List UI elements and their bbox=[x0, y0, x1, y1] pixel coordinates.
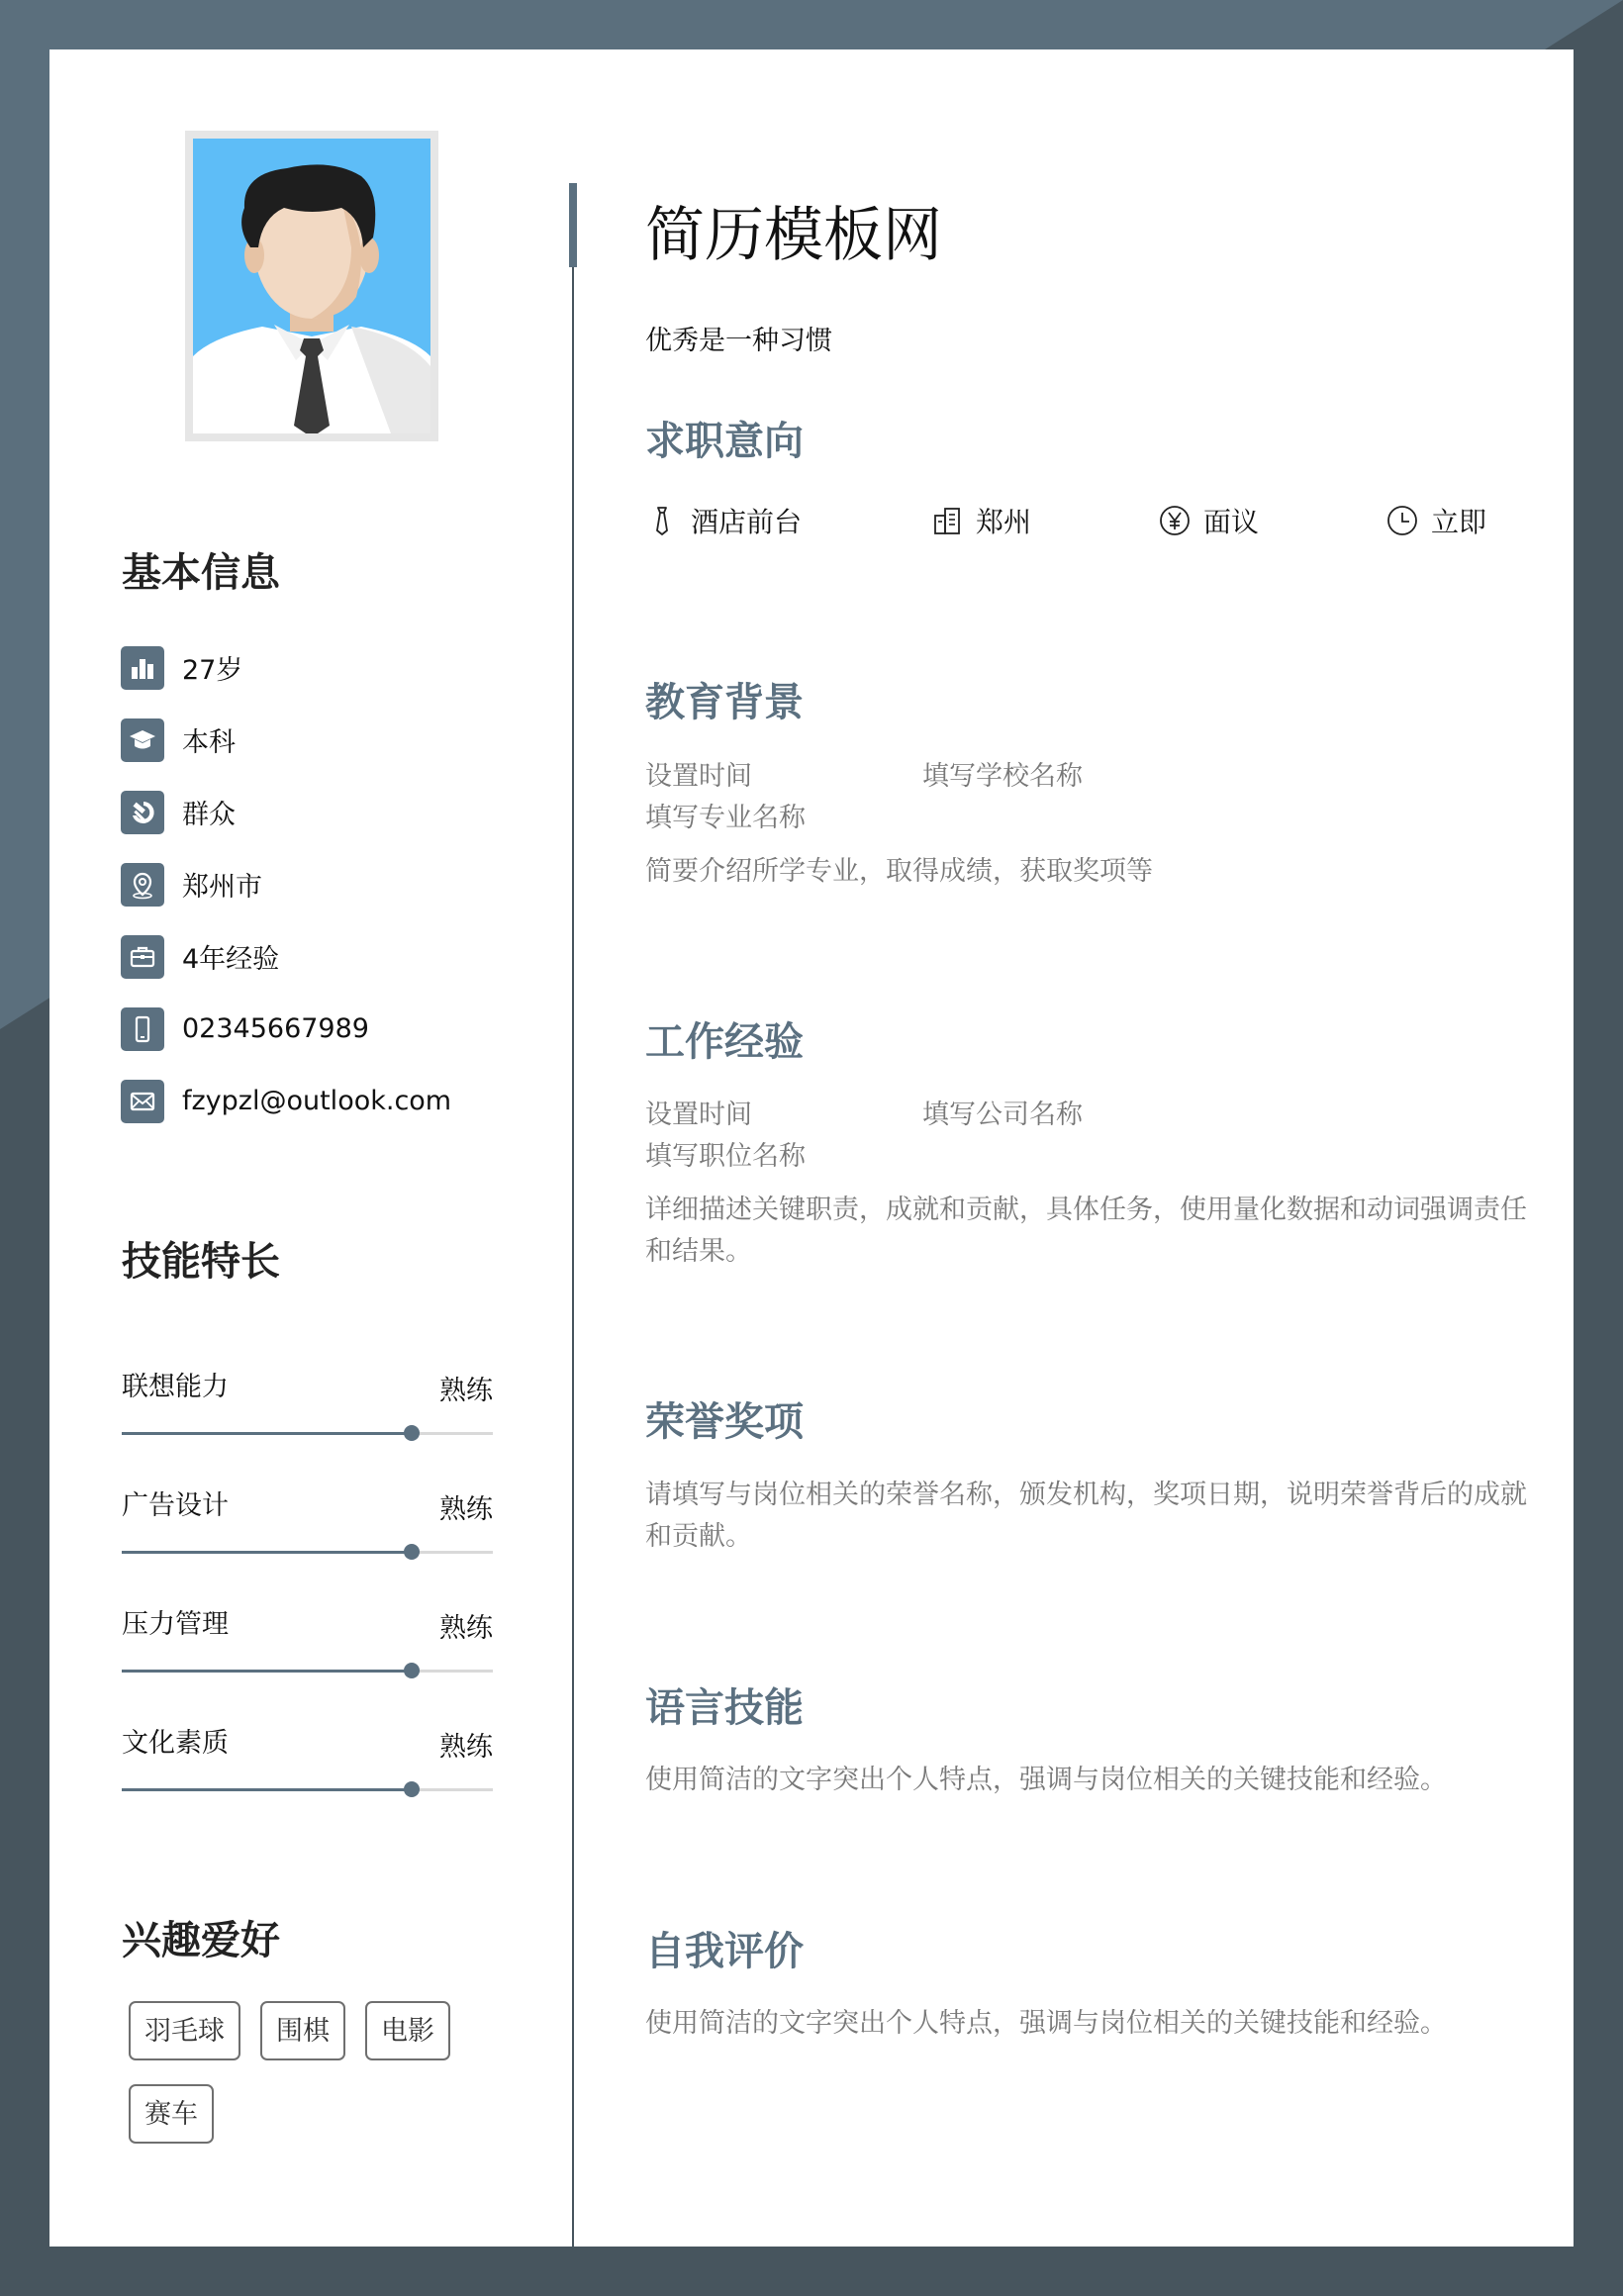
skill-item bbox=[122, 1480, 493, 1598]
hobby-tag: 赛车 bbox=[129, 2084, 214, 2144]
work-position: 填写职位名称 bbox=[645, 1141, 806, 1172]
skills-heading: 技能特长 bbox=[122, 1239, 280, 1285]
skill-bar-fill bbox=[122, 1551, 412, 1554]
bar-chart-icon bbox=[121, 646, 164, 690]
skill-bar-fill bbox=[122, 1432, 412, 1435]
skill-bar bbox=[122, 1551, 493, 1554]
self-eval-heading: 自我评价 bbox=[645, 1929, 804, 1974]
column-divider bbox=[572, 183, 574, 2247]
skill-bar-knob bbox=[404, 1425, 420, 1441]
info-political bbox=[121, 776, 546, 848]
avatar-man-in-tie-icon bbox=[193, 139, 430, 433]
education-heading: 教育背景 bbox=[645, 680, 804, 725]
job-intent-heading: 求职意向 bbox=[645, 419, 804, 464]
info-experience bbox=[121, 920, 546, 993]
skill-bar-fill bbox=[122, 1788, 412, 1791]
education-school: 填写学校名称 bbox=[922, 761, 1083, 792]
phone-icon bbox=[121, 1007, 164, 1051]
hobbies-heading: 兴趣爱好 bbox=[122, 1918, 280, 1963]
intent-position bbox=[645, 501, 802, 540]
skill-bar-fill bbox=[122, 1670, 412, 1673]
skill-name: 广告设计 bbox=[122, 1490, 229, 1521]
self-eval-description: 使用简洁的文字突出个人特点，强调与岗位相关的关键技能和经验。 bbox=[645, 2008, 1447, 2039]
info-email-text: fzypzl@outlook.com bbox=[182, 1086, 452, 1116]
intent-position-text: 酒店前台 bbox=[691, 506, 803, 538]
info-education bbox=[121, 704, 546, 776]
intent-city-text: 郑州 bbox=[976, 506, 1032, 538]
skill-bar bbox=[122, 1670, 493, 1673]
info-city-text: 郑州市 bbox=[182, 872, 262, 903]
location-pin-icon bbox=[121, 863, 164, 907]
info-phone-text: 02345667989 bbox=[182, 1013, 369, 1044]
skill-level: 熟练 bbox=[439, 1732, 493, 1763]
honors-heading: 荣誉奖项 bbox=[645, 1399, 804, 1445]
skill-level: 熟练 bbox=[439, 1376, 493, 1406]
info-email bbox=[121, 1065, 546, 1137]
intent-city bbox=[930, 501, 1031, 540]
info-age-text: 27岁 bbox=[182, 655, 243, 686]
language-description: 使用简洁的文字突出个人特点，强调与岗位相关的关键技能和经验。 bbox=[645, 1765, 1447, 1795]
hobby-tag: 羽毛球 bbox=[129, 2001, 240, 2060]
skill-name: 压力管理 bbox=[122, 1609, 229, 1640]
education-description: 简要介绍所学专业，取得成绩，获取奖项等 bbox=[645, 856, 1153, 887]
skill-name: 文化素质 bbox=[122, 1728, 229, 1759]
mail-icon bbox=[121, 1080, 164, 1123]
hammer-sickle-icon bbox=[121, 791, 164, 834]
skill-item bbox=[122, 1717, 493, 1836]
skill-bar-knob bbox=[404, 1781, 420, 1797]
resume-motto: 优秀是一种习惯 bbox=[645, 326, 832, 356]
work-description: 详细描述关键职责，成就和贡献，具体任务，使用量化数据和动词强调责任和结果。 bbox=[645, 1195, 1527, 1267]
job-intent-row bbox=[645, 501, 1536, 548]
skill-bar-knob bbox=[404, 1544, 420, 1560]
info-political-text: 群众 bbox=[182, 800, 236, 830]
info-city bbox=[121, 848, 546, 920]
building-icon bbox=[930, 504, 964, 537]
info-age bbox=[121, 631, 546, 704]
hobby-tag: 电影 bbox=[365, 2001, 450, 2060]
work-company: 填写公司名称 bbox=[922, 1100, 1083, 1130]
skill-level: 熟练 bbox=[439, 1613, 493, 1644]
info-education-text: 本科 bbox=[182, 727, 236, 758]
intent-salary-text: 面议 bbox=[1203, 506, 1260, 538]
info-experience-text: 4年经验 bbox=[182, 944, 280, 975]
info-phone bbox=[121, 993, 546, 1065]
resume-page bbox=[49, 49, 1574, 2247]
skills-list bbox=[122, 1361, 493, 1836]
skill-item bbox=[122, 1598, 493, 1717]
education-time: 设置时间 bbox=[645, 761, 752, 792]
hobby-tag: 围棋 bbox=[260, 2001, 345, 2060]
skill-bar bbox=[122, 1432, 493, 1435]
briefcase-icon bbox=[121, 935, 164, 979]
education-major: 填写专业名称 bbox=[645, 803, 806, 833]
tie-icon bbox=[645, 504, 679, 537]
yen-icon bbox=[1158, 504, 1192, 537]
work-heading: 工作经验 bbox=[645, 1019, 804, 1065]
intent-start-text: 立即 bbox=[1431, 506, 1487, 538]
clock-icon bbox=[1385, 504, 1419, 537]
divider-accent bbox=[569, 183, 577, 267]
language-heading: 语言技能 bbox=[645, 1685, 804, 1731]
basic-info-heading: 基本信息 bbox=[122, 550, 280, 596]
skill-name: 联想能力 bbox=[122, 1372, 229, 1402]
skill-bar bbox=[122, 1788, 493, 1791]
profile-photo bbox=[185, 131, 438, 441]
basic-info-list bbox=[121, 631, 546, 1137]
skill-item bbox=[122, 1361, 493, 1480]
honors-description: 请填写与岗位相关的荣誉名称，颁发机构，奖项日期，说明荣誉背后的成就和贡献。 bbox=[645, 1480, 1527, 1552]
graduation-cap-icon bbox=[121, 718, 164, 762]
intent-salary bbox=[1158, 501, 1259, 540]
hobbies-list bbox=[129, 2001, 544, 2167]
intent-start bbox=[1385, 501, 1486, 540]
skill-bar-knob bbox=[404, 1663, 420, 1678]
skill-level: 熟练 bbox=[439, 1494, 493, 1525]
resume-name: 简历模板网 bbox=[645, 201, 942, 270]
work-time: 设置时间 bbox=[645, 1100, 752, 1130]
